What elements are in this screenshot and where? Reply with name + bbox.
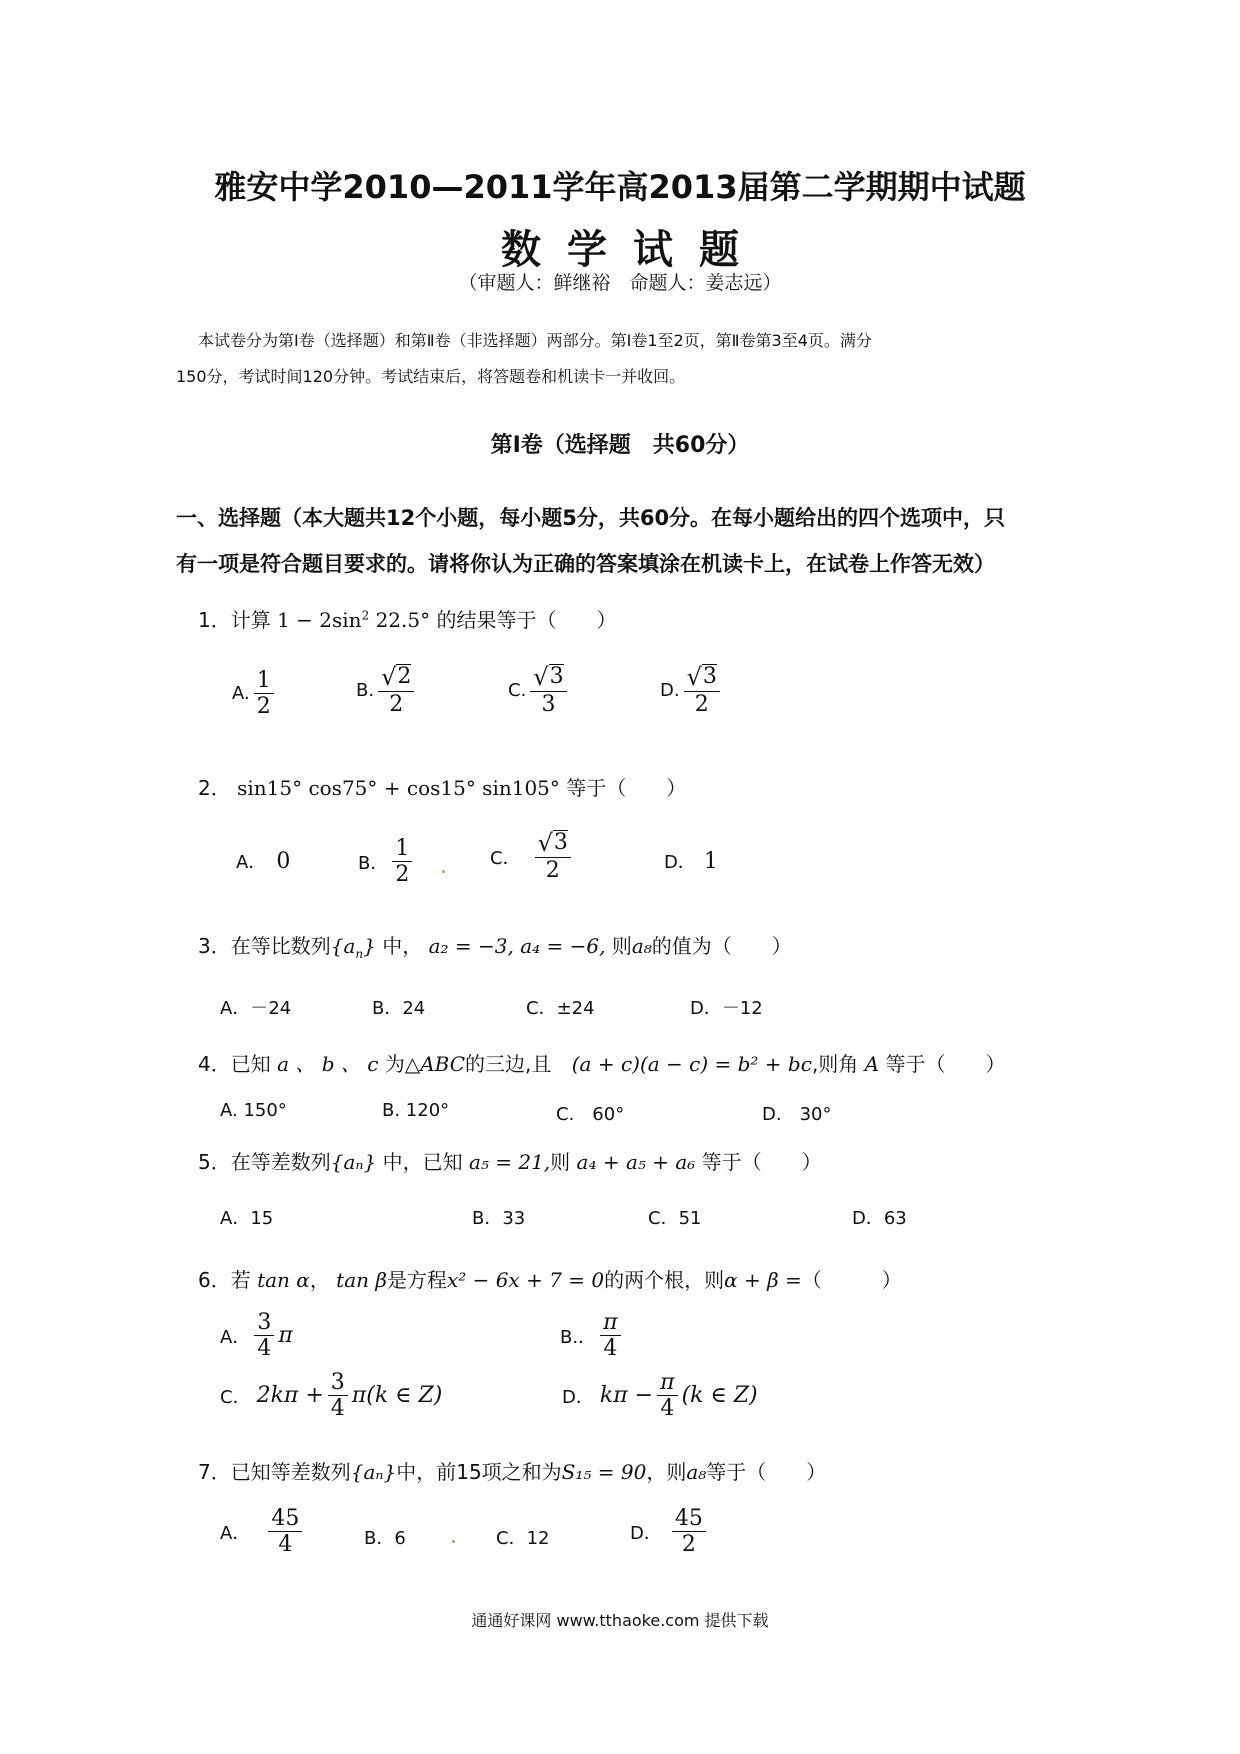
q6-option-d <box>562 1370 758 1422</box>
speck-mark <box>442 870 445 873</box>
q6-option-c-fraction: $\frac{3}{4}$ <box>328 1370 348 1422</box>
q6-option-c-pre: 2kπ + <box>256 1383 324 1409</box>
question-3-target: a₈ <box>631 934 652 958</box>
question-7-label: 7．已知等差数列 <box>198 1460 351 1484</box>
intro-line-1: 本试卷分为第Ⅰ卷（选择题）和第Ⅱ卷（非选择题）两部分。第Ⅰ卷1至2页，第Ⅱ卷第3至4页。满分 <box>198 331 872 350</box>
sqrt-icon: √ <box>537 829 553 858</box>
question-3-seq: {a <box>330 934 356 958</box>
q6-option-c <box>220 1370 442 1422</box>
q6-option-b-fraction: $\frac{\pi}{4}$ <box>600 1310 620 1362</box>
question-3-mid: 中， <box>382 934 423 958</box>
question-2-tail: 等于（ ） <box>566 776 687 800</box>
question-7-ask: ，则 <box>646 1460 687 1484</box>
q2-option-d <box>664 848 718 874</box>
q6-option-d-pre: kπ − <box>599 1383 654 1409</box>
exam-title: 雅安中学2010—2011学年高2013届第二学期期中试题 <box>214 168 1026 206</box>
question-5 <box>198 1146 822 1175</box>
question-5-label: 5．在等差数列 <box>198 1150 331 1174</box>
q2-option-b <box>358 836 416 888</box>
section-title: 第Ⅰ卷（选择题 共60分） <box>490 433 750 458</box>
q6-option-a <box>220 1310 293 1362</box>
question-6-tan-beta: tan β <box>336 1268 387 1292</box>
question-1-tail: 的结果等于（ ） <box>436 608 617 632</box>
q7-option-a-label: A． <box>220 1522 251 1544</box>
q1-option-b-fraction: √ 2 2 <box>378 664 414 718</box>
question-3-seq-end: } <box>363 934 376 958</box>
sqrt-icon: √ <box>381 663 397 692</box>
q1-option-d-label: D. <box>660 680 680 702</box>
speck-mark <box>452 1540 455 1543</box>
question-1-expr: 1 − 2sin <box>277 608 362 632</box>
question-5-condition: a₅ = 21, <box>468 1150 551 1174</box>
q4-option-c: C. 60° <box>556 1104 625 1125</box>
question-5-mid: 中，已知 <box>382 1150 463 1174</box>
part-instruction-line-2: 有一项是符合题目要求的。请将你认为正确的答案填涂在机读卡上，在试卷上作答无效） <box>176 552 995 576</box>
q2-option-c-fraction: √ 3 2 <box>535 830 571 884</box>
q1-option-a-fraction: $\frac{1}{2}$ <box>254 668 274 720</box>
question-5-tail: 等于（ ） <box>701 1150 822 1174</box>
question-6-tail: （ ） <box>801 1268 902 1292</box>
question-1 <box>198 604 616 633</box>
q1-option-d-fraction: √ 3 2 <box>684 664 720 718</box>
q6-option-c-label: C． <box>220 1386 251 1408</box>
q2-option-d-label: D． <box>664 852 696 873</box>
q1-option-b <box>356 664 418 718</box>
question-2-label: 2． <box>198 776 231 800</box>
sqrt-icon: √ <box>533 663 549 692</box>
q1-option-c <box>508 664 571 718</box>
question-4-triangle: ABC <box>420 1052 466 1076</box>
intro-line-2: 150分，考试时间120分钟。考试结束后，将答题卷和机读卡一并收回。 <box>176 367 686 386</box>
question-6-sep: ， <box>309 1268 330 1292</box>
q6-option-a-label: A． <box>220 1326 251 1348</box>
question-5-seq: {aₙ} <box>330 1150 377 1174</box>
question-7-target: a₈ <box>686 1460 707 1484</box>
q7-option-d <box>630 1506 710 1558</box>
q7-option-b: B．6 <box>364 1528 406 1549</box>
question-3-label: 3．在等比数列 <box>198 934 331 958</box>
question-6-mid2: 的两个根，则 <box>604 1268 725 1292</box>
question-7 <box>198 1456 826 1485</box>
question-7-seq: {aₙ} <box>350 1460 397 1484</box>
question-4-mid2: 的三边,且 <box>465 1052 552 1076</box>
question-3-ask: 则 <box>611 934 632 958</box>
question-4-equation: (a + c)(a − c) = b² + bc <box>571 1052 812 1076</box>
q2-option-a-label: A． <box>236 852 267 873</box>
question-6-label: 6．若 <box>198 1268 251 1292</box>
q4-option-d: D. 30° <box>762 1104 832 1125</box>
q2-option-b-label: B． <box>358 852 389 874</box>
q5-option-b: B．33 <box>472 1208 526 1229</box>
question-6-tan-alpha: tan α <box>257 1268 310 1292</box>
question-4-ask: ,则角 <box>811 1052 859 1076</box>
q7-option-a <box>220 1506 306 1558</box>
q5-option-d: D．63 <box>852 1208 907 1229</box>
q1-option-b-label: B. <box>356 680 375 702</box>
q6-option-c-tail: π(k ∈ Z) <box>351 1383 443 1409</box>
reviewers-line: （审题人：鲜继裕 命题人：姜志远） <box>458 272 782 294</box>
question-1-arg: 22.5° <box>375 608 431 632</box>
q6-option-d-label: D． <box>562 1386 594 1408</box>
question-7-condition: S₁₅ = 90 <box>561 1460 647 1484</box>
question-2-expr: sin15° cos75° + cos15° sin105° <box>237 776 560 800</box>
q2-option-a <box>236 848 290 874</box>
q6-option-b <box>560 1310 625 1362</box>
question-4-angle: A <box>864 1052 880 1076</box>
question-5-ask: 则 <box>550 1150 571 1174</box>
q2-option-c <box>490 830 575 884</box>
part-instruction-line-1: 一、选择题（本大题共12个小题，每小题5分，共60分。在每小题给出的四个选项中，只 <box>176 506 1006 530</box>
q6-option-b-label: B.． <box>560 1326 597 1348</box>
q3-option-d: D．－12 <box>690 998 763 1019</box>
question-6-expr: α + β = <box>724 1268 802 1292</box>
question-4 <box>198 1048 1005 1077</box>
question-4-tail: 等于（ ） <box>885 1052 1006 1076</box>
q1-option-a <box>232 668 278 720</box>
q3-option-c: C．±24 <box>526 998 595 1019</box>
q2-option-c-label: C． <box>490 847 521 869</box>
page-footer: 通通好课网 www.tthaoke.com 提供下载 <box>471 1611 769 1630</box>
q2-option-d-value: 1 <box>703 848 718 874</box>
question-1-label: 1．计算 <box>198 608 271 632</box>
q6-option-d-tail: (k ∈ Z) <box>681 1383 758 1409</box>
question-3-tail: 的值为（ ） <box>651 934 792 958</box>
question-7-mid: 中，前15项之和为 <box>396 1460 562 1484</box>
question-3-seq-sub: n <box>355 947 364 961</box>
q5-option-c: C．51 <box>648 1208 702 1229</box>
question-7-tail: 等于（ ） <box>706 1460 827 1484</box>
q2-option-a-value: 0 <box>276 848 291 874</box>
question-6-mid: 是方程 <box>386 1268 447 1292</box>
question-2 <box>198 772 686 801</box>
q7-option-c: C．12 <box>496 1528 550 1549</box>
subject-title: 数学试题 <box>501 227 765 273</box>
question-1-exponent: 2 <box>361 608 370 623</box>
sqrt-icon: √ <box>686 663 702 692</box>
q1-option-c-fraction: √ 3 3 <box>530 664 566 718</box>
q7-option-d-label: D． <box>630 1522 662 1544</box>
q1-option-a-label: A. <box>232 683 250 705</box>
q6-option-d-fraction: $\frac{\pi}{4}$ <box>657 1370 677 1422</box>
q2-option-b-fraction: $\frac{1}{2}$ <box>392 836 412 888</box>
q7-option-d-fraction: $\frac{45}{2}$ <box>672 1506 706 1558</box>
question-4-mid: 为△ <box>384 1052 421 1076</box>
q4-option-b: B. 120° <box>382 1100 450 1121</box>
q3-option-a: A．－24 <box>220 998 292 1019</box>
q5-option-a: A．15 <box>220 1208 274 1229</box>
q7-option-a-fraction: $\frac{45}{4}$ <box>268 1506 302 1558</box>
question-6-equation: x² − 6x + 7 = 0 <box>446 1268 605 1292</box>
q1-option-d <box>660 664 724 718</box>
q4-option-a: A. 150° <box>220 1100 287 1121</box>
question-6 <box>198 1264 902 1293</box>
q3-option-b: B．24 <box>372 998 426 1019</box>
q6-option-a-fraction: $\frac{3}{4}$ <box>254 1310 274 1362</box>
question-4-vars: a 、 b 、 c <box>277 1052 379 1076</box>
question-3-condition: a₂ = −3, a₄ = −6, <box>428 934 606 958</box>
q6-option-a-tail: π <box>278 1323 293 1349</box>
question-4-label: 4．已知 <box>198 1052 271 1076</box>
q1-option-c-label: C. <box>508 680 527 702</box>
question-3 <box>198 930 792 961</box>
question-5-expr: a₄ + a₅ + a₆ <box>576 1150 696 1174</box>
